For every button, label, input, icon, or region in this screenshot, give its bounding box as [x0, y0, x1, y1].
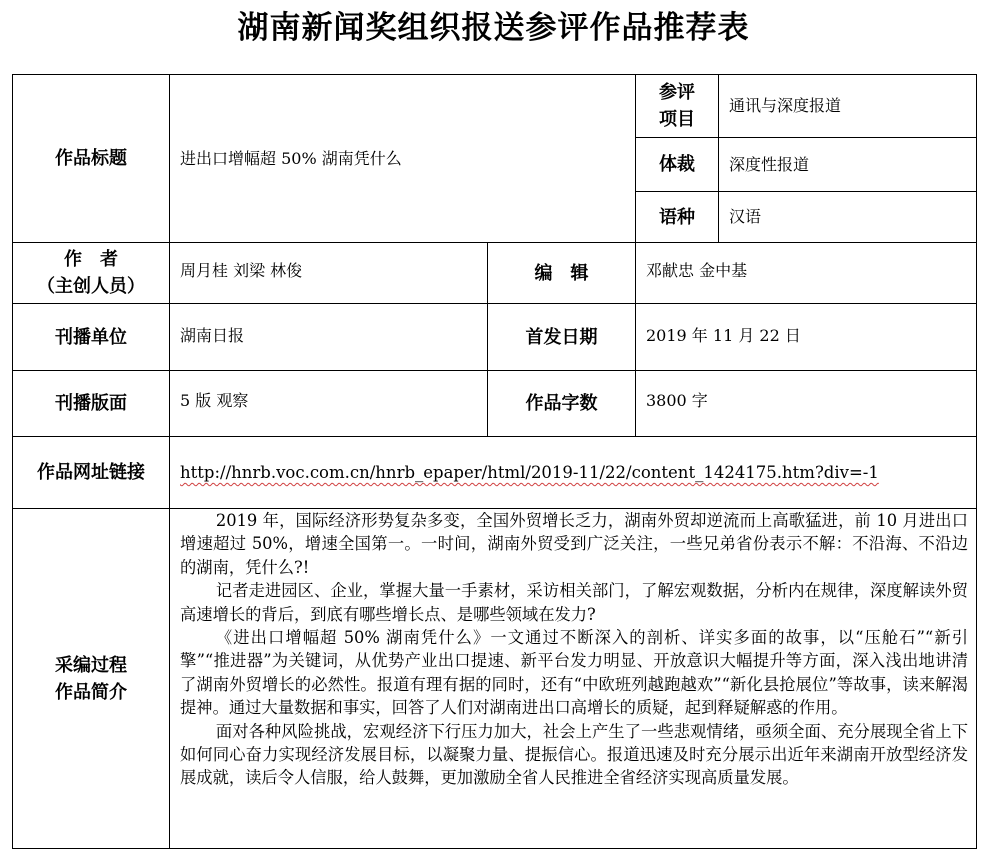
author-label-line2: （主创人员）	[37, 276, 145, 297]
url-label: 作品网址链接	[13, 437, 170, 509]
row-authors	[13, 243, 977, 304]
recommendation-form-table	[12, 74, 977, 849]
row-publisher	[13, 304, 977, 371]
first-date-value: 2019 年 11 月 22 日	[636, 304, 977, 371]
language-label: 语种	[636, 192, 719, 243]
editors-value: 邓献忠 金中基	[636, 243, 977, 304]
word-count-value: 3800 字	[636, 371, 977, 437]
genre-value: 深度性报道	[719, 138, 977, 192]
author-label-line1: 作 者	[64, 249, 118, 270]
intro-label-line1: 采编过程	[55, 654, 127, 676]
intro-label-line2: 作品简介	[55, 681, 127, 703]
work-title-label: 作品标题	[13, 75, 170, 243]
category-label	[636, 75, 719, 138]
intro-text	[170, 509, 977, 849]
category-label-line2: 项目	[659, 109, 695, 130]
row-intro	[13, 509, 977, 849]
intro-paragraph-4: 面对各种风险挑战，宏观经济下行压力加大，社会上产生了一些悲观情绪，亟须全面、充分展现全省上下如何同心奋力实现经济发展目标，以凝聚力量、提振信心。报道迅速及时充分展示出近年来湖南开放型经济发展成就，读后令人信服，给人鼓舞，更加激励全省人民推进全省经济实现高质量发展。	[180, 721, 968, 788]
publisher-label: 刊播单位	[13, 304, 170, 371]
editor-label: 编 辑	[488, 243, 636, 304]
category-value: 通讯与深度报道	[719, 75, 977, 138]
genre-label: 体裁	[636, 138, 719, 192]
author-label	[13, 243, 170, 304]
work-title-text: 进出口增幅超 50% 湖南凭什么	[180, 148, 402, 168]
intro-paragraph-1: 2019 年，国际经济形势复杂多变，全国外贸增长乏力，湖南外贸却逆流而上高歌猛进，前 10 月进出口增速超过 50%，增速全国第一。一时间，湖南外贸受到广泛关注，一些兄弟省份表示不解：不沿海、不沿边的湖南，凭什么?!	[180, 511, 968, 577]
intro-label	[13, 509, 170, 849]
work-title-value	[170, 75, 636, 243]
language-value: 汉语	[719, 192, 977, 243]
row-url	[13, 437, 977, 509]
category-label-line1: 参评	[659, 82, 695, 103]
first-date-label: 首发日期	[488, 304, 636, 371]
word-count-label: 作品字数	[488, 371, 636, 437]
intro-paragraph-3: 《进出口增幅超 50% 湖南凭什么》一文通过不断深入的剖析、详实多面的故事，以“压舱石”“新引擎”“推进器”为关键词，从优势产业出口提速、新平台发力明显、开放意识大幅提升等方面，深入浅出地讲清了湖南外贸增长的必然性。报道有理有据的同时，还有“中欧班列越跑越欢”“新化县抢展位”等故事，读来解渴提神。通过大量数据和事实，回答了人们对湖南进出口高增长的质疑，起到释疑解惑的作用。	[180, 628, 968, 718]
row-category	[13, 75, 977, 138]
page-label: 刊播版面	[13, 371, 170, 437]
intro-paragraph-2: 记者走进园区、企业，掌握大量一手素材，采访相关部门，了解宏观数据，分析内在规律，深度解读外贸高速增长的背后，到底有哪些增长点、是哪些领域在发力?	[180, 581, 968, 624]
page-title: 湖南新闻奖组织报送参评作品推荐表	[237, 10, 750, 46]
row-page	[13, 371, 977, 437]
page-value: 5 版 观察	[170, 371, 488, 437]
authors-value: 周月桂 刘梁 林俊	[170, 243, 488, 304]
work-url-link[interactable]: http://hnrb.voc.com.cn/hnrb_epaper/html/2019-11/22/content_1424175.htm?div=-1	[170, 437, 977, 509]
publisher-value: 湖南日报	[170, 304, 488, 371]
